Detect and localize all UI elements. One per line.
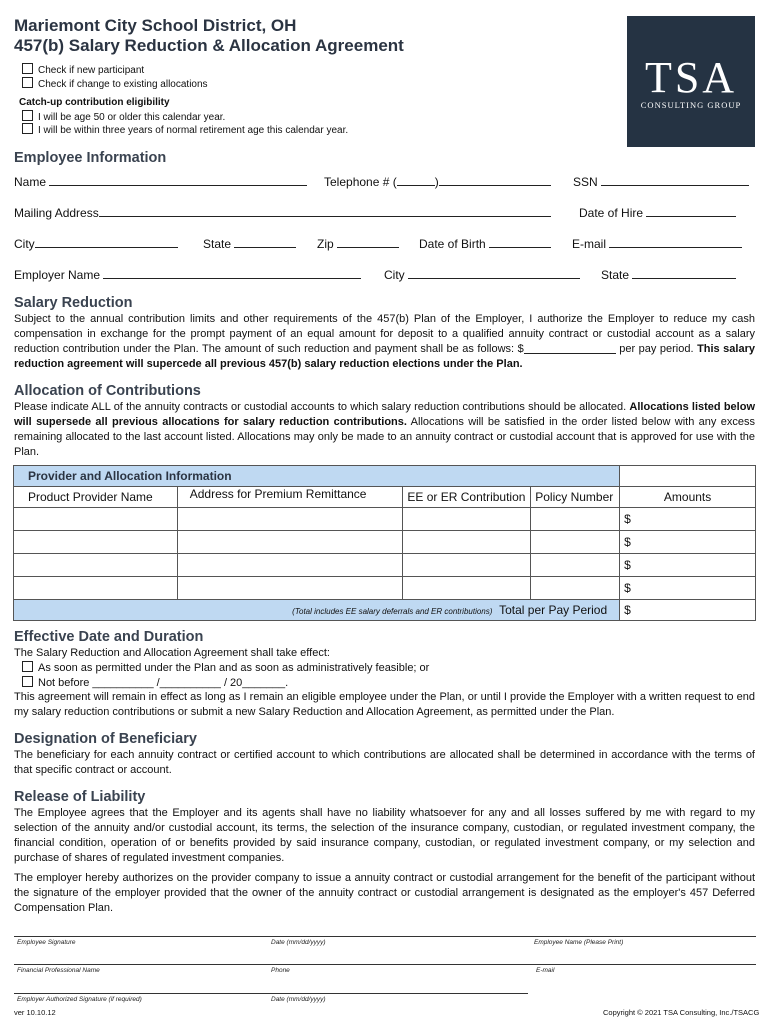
table-row: [14, 577, 756, 600]
city-label: City: [14, 237, 35, 251]
amount-cell[interactable]: $: [620, 508, 756, 531]
employer-state-field[interactable]: [601, 268, 736, 282]
employer-label: Employer Name: [14, 268, 101, 282]
table-row: [14, 531, 756, 554]
signature-line-3[interactable]: [14, 993, 528, 994]
telephone-paren: ): [434, 175, 439, 189]
effective-option-asap[interactable]: [22, 661, 429, 676]
salary-text-b: per pay period.: [615, 343, 698, 355]
allocation-heading: Allocation of Contributions: [14, 383, 201, 399]
new-participant-checkbox[interactable]: [22, 63, 33, 74]
change-allocations-checkbox[interactable]: [22, 77, 33, 88]
total-label-cell: [14, 600, 620, 621]
state-line[interactable]: [234, 247, 296, 248]
col-policy-number: Policy Number: [531, 487, 620, 508]
table-header-row: [14, 466, 756, 487]
not-before-label: Not before __________ /__________ / 20_______.: [38, 677, 289, 689]
salary-reduction-heading: Salary Reduction: [14, 295, 133, 311]
catchup-3yr-option[interactable]: [22, 123, 348, 136]
col-provider-name: Product Provider Name: [14, 487, 178, 508]
beneficiary-text: The beneficiary for each annuity contract or certified account to which contributions are allocated shall be determined in accordance with the terms of that specific contract or account.: [14, 749, 755, 776]
dob-label: Date of Birth: [419, 237, 486, 251]
contribution-cell[interactable]: [403, 554, 531, 577]
allocation-text-bold: Allocations listed below will supersede all previous allocations for salary reduction contributions.: [14, 401, 755, 428]
contribution-cell[interactable]: [403, 577, 531, 600]
state-field[interactable]: [203, 237, 296, 251]
catchup-heading: Catch-up contribution eligibility: [19, 97, 170, 108]
date-label-1: Date (mm/dd/yyyy): [271, 939, 326, 946]
asap-label: As soon as permitted under the Plan and as soon as administratively feasible; or: [38, 662, 430, 674]
provider-cell[interactable]: [14, 531, 178, 554]
form-title-line1: Mariemont City School District, OH: [14, 16, 297, 35]
table-row: [14, 554, 756, 577]
employer-city-label: City: [384, 268, 405, 282]
signature-line-2[interactable]: [14, 964, 756, 965]
zip-field[interactable]: [317, 237, 399, 251]
ssn-field[interactable]: [573, 175, 749, 189]
release-text-2: The employer hereby authorizes on the provider company to issue a annuity contract or custodial arrangement for the benefit of the participant without the signature of the employer provided that the owner of the annuity contract or custodial arrangement is designated as the employer's 457 Deferred Compensation Plan.: [14, 872, 755, 914]
amount-cell[interactable]: $: [620, 531, 756, 554]
telephone-field[interactable]: [324, 175, 551, 189]
provider-cell[interactable]: [14, 577, 178, 600]
city-line[interactable]: [35, 247, 178, 248]
catchup-3yr-checkbox[interactable]: [22, 123, 33, 134]
provider-allocation-table: [13, 465, 756, 621]
phone-line[interactable]: [439, 185, 551, 186]
version-label: ver 10.10.12: [14, 1008, 56, 1017]
total-row: [14, 600, 756, 621]
effective-intro: The Salary Reduction and Allocation Agreement shall take effect:: [14, 647, 330, 659]
effective-option-date[interactable]: [22, 676, 288, 691]
email-line[interactable]: [609, 247, 742, 248]
beneficiary-heading: Designation of Beneficiary: [14, 731, 197, 747]
dob-line[interactable]: [489, 247, 551, 248]
date-label-2: Date (mm/dd/yyyy): [271, 996, 326, 1003]
policy-cell[interactable]: [531, 531, 620, 554]
phone-label: Phone: [271, 967, 290, 974]
employer-city-field[interactable]: [384, 268, 580, 282]
hire-line[interactable]: [646, 216, 736, 217]
employee-info-heading: Employee Information: [14, 150, 167, 166]
ssn-label: SSN: [573, 175, 598, 189]
policy-cell[interactable]: [531, 508, 620, 531]
policy-cell[interactable]: [531, 577, 620, 600]
allocation-text: [14, 400, 755, 460]
employer-state-line[interactable]: [632, 278, 736, 279]
email-label: E-mail: [572, 237, 607, 251]
address-cell[interactable]: [177, 554, 403, 577]
hire-label: Date of Hire: [579, 206, 644, 220]
catchup-50-option[interactable]: [22, 110, 225, 123]
effective-date-heading: Effective Date and Duration: [14, 629, 204, 645]
salary-text-a: Subject to the annual contribution limits and other requirements of the 457(b) Plan of the Employer, I authorize the Employer to reduce my cash compensation in exchange for the prompt payment of an equal amount for deposit to a qualified annuity contract or custodial account as a salary reduction contribution under the Plan. The amount of such reduction and payment shall be as follows: $: [14, 313, 755, 355]
city-field[interactable]: [14, 237, 178, 251]
table-title: Provider and Allocation Information: [14, 466, 620, 487]
salary-amount-line[interactable]: [524, 342, 616, 354]
salary-reduction-text: [14, 312, 755, 372]
catchup-3yr-label: I will be within three years of normal retirement age this calendar year.: [38, 125, 349, 136]
area-code-line[interactable]: [397, 185, 435, 186]
employer-name-field[interactable]: [14, 268, 361, 282]
logo-text: TSA: [644, 53, 738, 102]
name-label: Name: [14, 175, 47, 189]
release-text-1: The Employee agrees that the Employer and its agents shall have no liability whatsoever for any and all losses suffered by me with regard to my selection of the annuity and/or custodial account, its terms, the selection of the insurance company, custodian, or regulated investment company, the financial condition, operation of or benefits provided by said insurance company, custodian, or regulated investment company, or my selection and purchase of shares of regulated investment companies.: [14, 807, 755, 864]
new-participant-option[interactable]: [22, 63, 144, 76]
total-note: (Total includes EE salary deferrals and ER contributions): [292, 607, 493, 616]
signature-line-1[interactable]: [14, 936, 756, 937]
col-contribution-type: EE or ER Contribution: [403, 487, 531, 508]
employer-line[interactable]: [103, 278, 361, 279]
asap-checkbox[interactable]: [22, 661, 33, 672]
col-address: Address for Premium Remittance: [177, 487, 403, 508]
provider-cell[interactable]: [14, 554, 178, 577]
amount-cell[interactable]: $: [620, 554, 756, 577]
address-cell[interactable]: [177, 508, 403, 531]
email-sig-label: E-mail: [536, 967, 555, 974]
email-field[interactable]: [572, 237, 742, 251]
ssn-line[interactable]: [601, 185, 749, 186]
mailing-address-field[interactable]: [14, 206, 551, 220]
release-heading: Release of Liability: [14, 789, 146, 805]
contribution-cell[interactable]: [403, 531, 531, 554]
logo-subtext: CONSULTING GROUP: [640, 100, 742, 110]
total-amount-cell[interactable]: $: [620, 600, 756, 621]
name-field[interactable]: [14, 175, 307, 189]
change-allocations-option[interactable]: [22, 77, 208, 90]
financial-professional-label: Financial Professional Name: [17, 967, 100, 974]
hire-date-field[interactable]: [579, 206, 736, 220]
change-allocations-label: Check if change to existing allocations: [38, 79, 208, 90]
tsa-logo: [627, 16, 755, 147]
mailing-label: Mailing Address: [14, 206, 99, 220]
mailing-line[interactable]: [99, 216, 551, 217]
zip-label: Zip: [317, 237, 334, 251]
policy-cell[interactable]: [531, 554, 620, 577]
address-cell[interactable]: [177, 531, 403, 554]
employer-city-line[interactable]: [408, 278, 580, 279]
provider-cell[interactable]: [14, 508, 178, 531]
allocation-text-a: Please indicate ALL of the annuity contracts or custodial accounts to which salary reduction contributions should be allocated.: [14, 401, 630, 413]
allocation-text-b: Allocations will be satisfied in the order listed below with any excess remaining allocated to the last account listed. Allocations may only be made to an annuity contract or custodial account that is approved for use with the Plan.: [14, 416, 755, 458]
table-row: [14, 508, 756, 531]
employer-signature-label: Employer Authorized Signature (if required): [17, 996, 142, 1003]
state-label: State: [203, 237, 232, 251]
amount-cell[interactable]: $: [620, 577, 756, 600]
telephone-label: Telephone # (: [324, 175, 397, 189]
employer-state-label: State: [601, 268, 630, 282]
contribution-cell[interactable]: [403, 508, 531, 531]
employee-signature-label: Employee Signature: [17, 939, 76, 946]
table-column-row: [14, 487, 756, 508]
employee-name-label: Employee Name (Please Print): [534, 939, 624, 946]
copyright-label: Copyright © 2021 TSA Consulting, Inc./TSACG: [603, 1008, 760, 1017]
zip-line[interactable]: [337, 247, 399, 248]
col-amounts: Amounts: [620, 487, 756, 508]
name-line[interactable]: [49, 185, 307, 186]
dob-field[interactable]: [419, 237, 551, 251]
salary-text-bold: This salary reduction agreement will supercede all previous 457(b) salary reduction elections under the Plan.: [14, 343, 755, 370]
table-title-blank: [620, 466, 756, 487]
total-label: Total per Pay Period: [499, 603, 608, 617]
catchup-50-label: I will be age 50 or older this calendar year.: [38, 112, 226, 123]
not-before-checkbox[interactable]: [22, 676, 33, 687]
new-participant-label: Check if new participant: [38, 65, 145, 76]
address-cell[interactable]: [177, 577, 403, 600]
effective-text: This agreement will remain in effect as long as I remain an eligible employee under the Plan, or until I provide the Employer with a written request to end my salary reduction contributions or submit a new Salary Reduction and Allocation Agreement, as permitted under the Plan.: [14, 691, 755, 718]
form-title-line2: 457(b) Salary Reduction & Allocation Agreement: [14, 36, 404, 55]
catchup-50-checkbox[interactable]: [22, 110, 33, 121]
